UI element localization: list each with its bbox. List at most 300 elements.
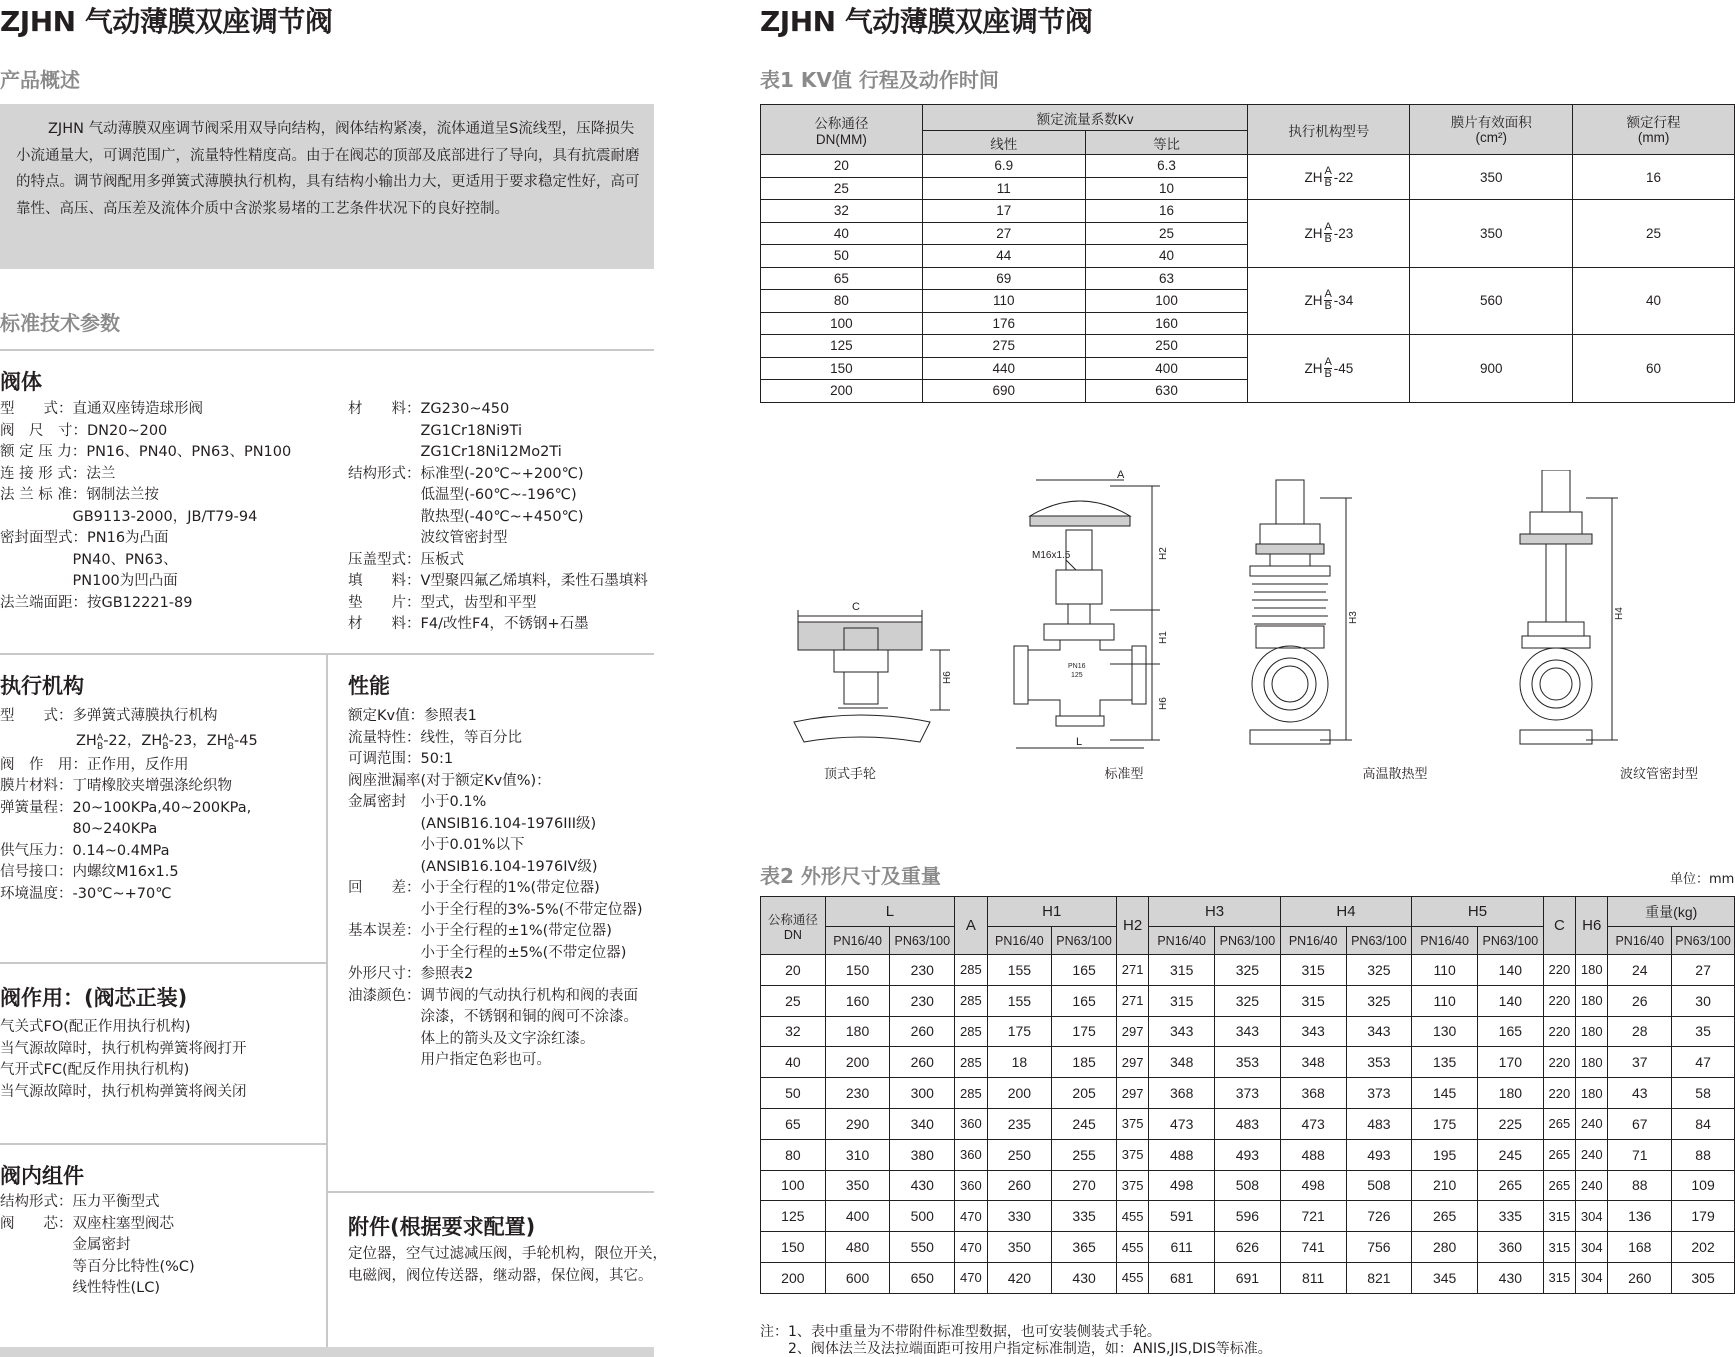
table-cell: 285 — [955, 1078, 987, 1109]
kv-table — [760, 104, 1735, 403]
table-cell: 35 — [1672, 1016, 1735, 1047]
table-cell: 315 — [1280, 955, 1346, 986]
performance-line: 小于全行程的3%-5%(不带定位器) — [348, 901, 643, 918]
high-temp-drawing — [1250, 480, 1359, 744]
dim-subheader: PN16/40 — [987, 927, 1052, 955]
table1-title: 表1 KV值 行程及动作时间 — [760, 68, 999, 92]
actuator-heading: 执行机构 — [0, 674, 84, 698]
column-divider — [326, 654, 328, 1348]
body-param-line: 密封面型式：PN16为凸面 — [0, 530, 169, 546]
overview-heading: 产品概述 — [0, 68, 80, 92]
table-cell: 88 — [1672, 1139, 1735, 1170]
table-row — [761, 335, 1735, 358]
table-cell: 200 — [987, 1078, 1052, 1109]
table-cell: 220 — [1543, 985, 1575, 1016]
table-cell: 240 — [1576, 1170, 1608, 1201]
table-cell: 500 — [890, 1201, 955, 1232]
table-cell: 71 — [1608, 1139, 1672, 1170]
table-row — [761, 1262, 1735, 1293]
table2-title: 表2 外形尺寸及重量 — [760, 864, 941, 888]
body-param-line: 低温型(-60℃~-196℃) — [348, 487, 577, 503]
internals-line: 金属密封 — [0, 1237, 131, 1253]
table-cell: 25 — [761, 177, 923, 200]
divider — [328, 1191, 654, 1193]
body-param-line: 波纹管密封型 — [348, 530, 508, 546]
table2-unit: 单位：mm — [1670, 872, 1735, 887]
table-cell: 25 — [1085, 222, 1248, 245]
table-cell: 488 — [1280, 1139, 1346, 1170]
table-cell: 473 — [1149, 1108, 1215, 1139]
table-cell: 65 — [761, 267, 923, 290]
table-cell: 32 — [761, 1016, 826, 1047]
table-cell: 220 — [1543, 1016, 1575, 1047]
table-row — [761, 155, 1735, 178]
table-cell: 260 — [1608, 1262, 1672, 1293]
body-param-line: GB9113-2000，JB/T79-94 — [0, 508, 258, 525]
actuator-line: 信号接口：内螺纹M16x1.5 — [0, 864, 179, 880]
performance-line: 额定Kv值：参照表1 — [348, 708, 477, 724]
table-row — [761, 1139, 1735, 1170]
table-cell: 235 — [987, 1108, 1052, 1139]
table-cell: 343 — [1149, 1016, 1215, 1047]
performance-line: 金属密封 小于0.1% — [348, 794, 487, 810]
body-param-line: PN100为凹凸面 — [0, 573, 178, 589]
table-cell: 100 — [1085, 290, 1248, 313]
table-cell: 315 — [1149, 955, 1215, 986]
table-cell: 130 — [1412, 1016, 1478, 1047]
table-cell: 690 — [922, 380, 1085, 403]
stroke-cell: 25 — [1573, 200, 1735, 268]
performance-line: 用户指定色彩也可。 — [348, 1052, 551, 1068]
body-param-line: 填 料：V型聚四氟乙烯填料，柔性石墨填料 — [348, 573, 648, 589]
table-cell: 335 — [1052, 1201, 1117, 1232]
body-param-line: 压盖型式：压板式 — [348, 551, 464, 568]
table-cell: 315 — [1543, 1201, 1575, 1232]
table-cell: 28 — [1608, 1016, 1672, 1047]
area-cell: 350 — [1410, 200, 1573, 268]
table-cell: 265 — [1543, 1139, 1575, 1170]
caption-handwheel: 顶式手轮 — [823, 767, 876, 782]
overview-box — [0, 104, 654, 269]
table-cell: 63 — [1085, 267, 1248, 290]
table-cell: 304 — [1576, 1232, 1608, 1263]
table-cell: 270 — [1052, 1170, 1117, 1201]
table-cell: 27 — [922, 222, 1085, 245]
table-cell: 168 — [1608, 1232, 1672, 1263]
action-line: 气开式FC(配反作用执行机构) — [0, 1062, 190, 1078]
table-cell: 185 — [1052, 1047, 1117, 1078]
caption-bellows: 波纹管密封型 — [1619, 767, 1698, 782]
body-param-line: 阀 尺 寸：DN20~200 — [0, 422, 168, 439]
table-cell: 373 — [1346, 1078, 1412, 1109]
actuator-line: 膜片材料：丁晴橡胶夹增强涤纶织物 — [0, 778, 232, 794]
dim-header-h2: H2 — [1116, 897, 1148, 955]
table-cell: 240 — [1576, 1139, 1608, 1170]
body-param-line: ZG1Cr18Ni12Mo2Ti — [348, 444, 562, 460]
table-cell: 596 — [1215, 1201, 1281, 1232]
dim-header-a: A — [955, 897, 987, 955]
table-cell: 325 — [1346, 955, 1412, 986]
dim-subheader: PN16/40 — [825, 927, 890, 955]
performance-line: (ANSIB16.104-1976IV级) — [348, 858, 598, 875]
table-cell: 205 — [1052, 1078, 1117, 1109]
dim-h1-label: H1 — [1158, 631, 1169, 644]
actuator-line: 弹簧量程：20~100KPa,40~200KPa, — [0, 799, 252, 816]
table-row — [761, 200, 1735, 223]
dim-subheader: PN16/40 — [1149, 927, 1215, 955]
body-param-line: 散热型(-40℃~+450℃) — [348, 508, 584, 525]
table-cell: 210 — [1412, 1170, 1478, 1201]
table-cell: 245 — [1477, 1139, 1543, 1170]
pn-label: PN16 — [1068, 663, 1086, 670]
table-cell: 250 — [1085, 335, 1248, 358]
table-cell: 591 — [1149, 1201, 1215, 1232]
actuator-model-cell: ZH A B -34 — [1248, 267, 1410, 335]
handwheel-drawing — [794, 601, 953, 742]
table-cell: 455 — [1116, 1232, 1148, 1263]
table-cell: 611 — [1149, 1232, 1215, 1263]
table-row — [761, 1047, 1735, 1078]
table-cell: 368 — [1149, 1078, 1215, 1109]
table-cell: 37 — [1608, 1047, 1672, 1078]
table-cell: 40 — [1085, 245, 1248, 268]
table-cell: 140 — [1477, 985, 1543, 1016]
body-heading: 阀体 — [0, 370, 42, 394]
table-cell: 260 — [987, 1170, 1052, 1201]
dim-header-c: C — [1543, 897, 1575, 955]
table-row — [761, 267, 1735, 290]
dim-header-h3: H3 — [1149, 897, 1280, 927]
performance-line: 外形尺寸：参照表2 — [348, 966, 474, 982]
accessory-line: 定位器，空气过滤减压阀，手轮机构，限位开关， — [348, 1246, 667, 1262]
dim-subheader: PN63/100 — [1477, 927, 1543, 955]
dimension-table — [760, 896, 1735, 1294]
body-params-col2 — [348, 399, 648, 636]
table-cell: 353 — [1346, 1047, 1412, 1078]
stroke-cell: 16 — [1573, 155, 1735, 200]
dim-header-h5: H5 — [1412, 897, 1543, 927]
table-cell: 260 — [890, 1016, 955, 1047]
table-cell: 343 — [1215, 1016, 1281, 1047]
table-cell: 155 — [987, 955, 1052, 986]
table-cell: 345 — [1412, 1262, 1478, 1293]
table-cell: 27 — [1672, 955, 1735, 986]
table-cell: 230 — [890, 955, 955, 986]
table-cell: 255 — [1052, 1139, 1117, 1170]
kv-header-stroke: 额定行程 (mm) — [1573, 105, 1735, 155]
table-cell: 470 — [955, 1232, 987, 1263]
performance-line: 可调范围：50:1 — [348, 751, 454, 767]
stroke-cell: 40 — [1573, 267, 1735, 335]
table-cell: 315 — [1280, 985, 1346, 1016]
pn-size-label: 125 — [1071, 672, 1083, 679]
performance-line: 体上的箭头及文字涂红漆。 — [348, 1030, 595, 1047]
kv-header-kv: 额定流量系数Kv — [922, 105, 1248, 131]
table-cell: 180 — [1576, 955, 1608, 986]
table-cell: 375 — [1116, 1170, 1148, 1201]
table-cell: 6.9 — [922, 155, 1085, 178]
actuator-model: $ZH^A_B-23$， — [141, 732, 207, 753]
table-cell: 88 — [1608, 1170, 1672, 1201]
table-cell: 348 — [1149, 1047, 1215, 1078]
table-cell: 20 — [761, 155, 923, 178]
table-cell: 67 — [1608, 1108, 1672, 1139]
table-cell: 811 — [1280, 1262, 1346, 1293]
body-param-line: 材 料：F4/改性F4，不锈钢+石墨 — [348, 616, 589, 632]
table-cell: 600 — [825, 1262, 890, 1293]
table-cell: 650 — [890, 1262, 955, 1293]
table-cell: 43 — [1608, 1078, 1672, 1109]
actuator-model: $ZH^A_B-22$， — [76, 732, 142, 753]
table-cell: 681 — [1149, 1262, 1215, 1293]
table-row — [761, 1078, 1735, 1109]
table-cell: 200 — [761, 380, 923, 403]
table-cell: 821 — [1346, 1262, 1412, 1293]
table-cell: 483 — [1346, 1108, 1412, 1139]
actuator-model-cell: ZH A B -22 — [1248, 155, 1410, 200]
table-cell: 220 — [1543, 1047, 1575, 1078]
table-cell: 26 — [1608, 985, 1672, 1016]
bellows-drawing — [1520, 470, 1625, 744]
actuator-line: 阀 作 用：正作用，反作用 — [0, 756, 189, 773]
table-cell: 330 — [987, 1201, 1052, 1232]
table-cell: 20 — [761, 955, 826, 986]
table-cell: 285 — [955, 1047, 987, 1078]
body-param-line: 结构形式：标准型(-20℃~+200℃) — [348, 465, 584, 482]
table-row — [761, 1108, 1735, 1139]
dim-h6-label: H6 — [942, 671, 953, 684]
table-cell: 110 — [922, 290, 1085, 313]
table-cell: 375 — [1116, 1108, 1148, 1139]
caption-standard: 标准型 — [1104, 767, 1144, 782]
table-cell: 44 — [922, 245, 1085, 268]
table-cell: 155 — [987, 985, 1052, 1016]
table-cell: 179 — [1672, 1201, 1735, 1232]
table-cell: 180 — [825, 1016, 890, 1047]
table-cell: 375 — [1116, 1139, 1148, 1170]
table-cell: 470 — [955, 1201, 987, 1232]
dim-subheader: PN16/40 — [1280, 927, 1346, 955]
table-cell: 58 — [1672, 1078, 1735, 1109]
table-cell: 350 — [987, 1232, 1052, 1263]
table-cell: 488 — [1149, 1139, 1215, 1170]
table-cell: 360 — [955, 1108, 987, 1139]
table-cell: 230 — [825, 1078, 890, 1109]
table-cell: 360 — [955, 1139, 987, 1170]
caption-high-temp: 高温散热型 — [1362, 767, 1428, 782]
table-cell: 110 — [1412, 985, 1478, 1016]
table-cell: 373 — [1215, 1078, 1281, 1109]
dim-h2-label: H2 — [1158, 547, 1169, 560]
table-cell: 100 — [761, 312, 923, 335]
body-param-line: 法 兰 标 准：钢制法兰按 — [0, 487, 159, 503]
table-cell: 165 — [1477, 1016, 1543, 1047]
table-cell: 300 — [890, 1078, 955, 1109]
action-line: 当气源故障时，执行机构弹簧将阀关闭 — [0, 1083, 247, 1100]
table-cell: 195 — [1412, 1139, 1478, 1170]
table-cell: 400 — [825, 1201, 890, 1232]
body-param-line: 额 定 压 力：PN16、PN40、PN63、PN100 — [0, 444, 292, 460]
action-heading: 阀作用：(阀芯正装) — [0, 986, 188, 1010]
table-row — [761, 1016, 1735, 1047]
kv-header-area: 膜片有效面积 (cm²) — [1410, 105, 1573, 155]
table-cell: 30 — [1672, 985, 1735, 1016]
table-cell: 343 — [1346, 1016, 1412, 1047]
body-param-line: 垫 片：型式，齿型和平型 — [348, 594, 537, 611]
performance-line: 基本误差：小于全行程的±1%(带定位器) — [348, 923, 612, 939]
table-cell: 245 — [1052, 1108, 1117, 1139]
table-cell: 310 — [825, 1139, 890, 1170]
table-cell: 430 — [1052, 1262, 1117, 1293]
table-cell: 145 — [1412, 1078, 1478, 1109]
body-param-line: 型 式：直通双座铸造球形阀 — [0, 401, 203, 417]
action-line: 当气源故障时，执行机构弹簧将阀打开 — [0, 1040, 247, 1057]
kv-header-linear: 线性 — [922, 131, 1085, 155]
kv-header-dn: 公称通径 DN(MM) — [761, 105, 923, 155]
table-cell: 473 — [1280, 1108, 1346, 1139]
dim-subheader: PN63/100 — [1052, 927, 1117, 955]
table-cell: 271 — [1116, 985, 1148, 1016]
table-cell: 275 — [922, 335, 1085, 358]
table-cell: 176 — [922, 312, 1085, 335]
table-cell: 325 — [1215, 955, 1281, 986]
table-cell: 304 — [1576, 1262, 1608, 1293]
performance-line: 油漆颜色：调节阀的气动执行机构和阀的表面 — [348, 987, 638, 1004]
action-line: 气关式FO(配正作用执行机构) — [0, 1019, 191, 1035]
divider — [0, 962, 326, 964]
table-cell: 325 — [1215, 985, 1281, 1016]
table-cell: 360 — [1477, 1232, 1543, 1263]
dim-header-h4: H4 — [1280, 897, 1411, 927]
note-2: 2、阀体法兰及法拉端面距可按用户指定标准制造，如：ANIS,JIS,DIS等标准。 — [760, 1341, 1272, 1357]
performance-line: 回 差：小于全行程的1%(带定位器) — [348, 880, 600, 896]
dim-header-weight: 重量(kg) — [1608, 897, 1735, 927]
table-cell: 353 — [1215, 1047, 1281, 1078]
table-cell: 455 — [1116, 1262, 1148, 1293]
divider — [0, 349, 654, 351]
table-cell: 380 — [890, 1139, 955, 1170]
dim-subheader: PN16/40 — [1608, 927, 1672, 955]
table-cell: 305 — [1672, 1262, 1735, 1293]
table-cell: 297 — [1116, 1047, 1148, 1078]
table-cell: 175 — [987, 1016, 1052, 1047]
table-cell: 315 — [1543, 1232, 1575, 1263]
table-cell: 230 — [890, 985, 955, 1016]
kv-header-actuator: 执行机构型号 — [1248, 105, 1410, 155]
table-cell: 691 — [1215, 1262, 1281, 1293]
m16-label: M16x1.5 — [1032, 550, 1071, 561]
table-cell: 165 — [1052, 955, 1117, 986]
table-cell: 200 — [825, 1047, 890, 1078]
table-cell: 202 — [1672, 1232, 1735, 1263]
internals-params — [0, 1192, 195, 1300]
table-cell: 483 — [1215, 1108, 1281, 1139]
table-cell: 180 — [1576, 1047, 1608, 1078]
internals-line: 结构形式：压力平衡型式 — [0, 1194, 160, 1210]
table-cell: 315 — [1543, 1262, 1575, 1293]
table-cell: 32 — [761, 200, 923, 223]
body-param-line: ZG1Cr18Ni9Ti — [348, 422, 522, 439]
overview-text: ZJHN 气动薄膜双座调节阀采用双导向结构，阀体结构紧凑，流体通道呈S流线型，压降损失小流通量大，可调范围广，流量特性精度高。由于在阀芯的顶部及底部进行了导向，具有抗震耐磨的特点。调节阀配用多弹簧式薄膜执行机构，具有结构小输出力大，更适用于要求稳定性好，高可靠性、高压、高压差及流体介质中含淤浆易堵的工艺条件状况下的良好控制。 — [16, 121, 640, 217]
table-cell: 756 — [1346, 1232, 1412, 1263]
dim-subheader: PN16/40 — [1412, 927, 1478, 955]
right-page-title: ZJHN 气动薄膜双座调节阀 — [760, 5, 1093, 38]
table-cell: 297 — [1116, 1016, 1148, 1047]
table-cell: 297 — [1116, 1078, 1148, 1109]
table-cell: 50 — [761, 1078, 826, 1109]
table-cell: 348 — [1280, 1047, 1346, 1078]
performance-heading: 性能 — [348, 674, 390, 698]
internals-heading: 阀内组件 — [0, 1164, 84, 1188]
dim-h3-label: H3 — [1348, 611, 1359, 624]
table-cell: 160 — [1085, 312, 1248, 335]
table-cell: 136 — [1608, 1201, 1672, 1232]
dim-subheader: PN63/100 — [1215, 927, 1281, 955]
table-cell: 135 — [1412, 1047, 1478, 1078]
table-cell: 80 — [761, 290, 923, 313]
table-cell: 40 — [761, 222, 923, 245]
table-cell: 125 — [761, 335, 923, 358]
table-cell: 498 — [1149, 1170, 1215, 1201]
params-heading: 标准技术参数 — [0, 311, 120, 335]
table-cell: 480 — [825, 1232, 890, 1263]
note-1: 注：1、表中重量为不带附件标准型数据，也可安装侧装式手轮。 — [760, 1324, 1161, 1340]
performance-line: 流量特性：线性，等百分比 — [348, 729, 522, 746]
divider — [0, 1143, 326, 1145]
table-cell: 180 — [1576, 985, 1608, 1016]
table-cell: 430 — [1477, 1262, 1543, 1293]
table-cell: 65 — [761, 1108, 826, 1139]
table-cell: 180 — [1477, 1078, 1543, 1109]
table-cell: 24 — [1608, 955, 1672, 986]
dim-c-label: C — [852, 601, 860, 613]
table-cell: 240 — [1576, 1108, 1608, 1139]
table-cell: 285 — [955, 985, 987, 1016]
table-cell: 325 — [1346, 985, 1412, 1016]
table-cell: 360 — [955, 1170, 987, 1201]
table-cell: 260 — [890, 1047, 955, 1078]
table-cell: 109 — [1672, 1170, 1735, 1201]
table-cell: 150 — [761, 1232, 826, 1263]
stroke-cell: 60 — [1573, 335, 1735, 403]
table-cell: 508 — [1346, 1170, 1412, 1201]
table-cell: 493 — [1346, 1139, 1412, 1170]
table-cell: 200 — [761, 1262, 826, 1293]
table-row — [761, 985, 1735, 1016]
table-row — [761, 1232, 1735, 1263]
actuator-models — [0, 728, 258, 755]
table-cell: 47 — [1672, 1047, 1735, 1078]
table-cell: 150 — [761, 357, 923, 380]
table-cell: 6.3 — [1085, 155, 1248, 178]
table-cell: 508 — [1215, 1170, 1281, 1201]
table-cell: 455 — [1116, 1201, 1148, 1232]
dim-subheader: PN63/100 — [1672, 927, 1735, 955]
performance-line: 小于全行程的±5%(不带定位器) — [348, 944, 627, 961]
table-cell: 175 — [1412, 1108, 1478, 1139]
table-cell: 470 — [955, 1262, 987, 1293]
table-cell: 17 — [922, 200, 1085, 223]
table-cell: 365 — [1052, 1232, 1117, 1263]
table-row — [761, 955, 1735, 986]
body-params-col1 — [0, 399, 291, 614]
table-row — [761, 1201, 1735, 1232]
accessory-heading: 附件(根据要求配置) — [348, 1215, 536, 1239]
table-cell: 498 — [1280, 1170, 1346, 1201]
body-param-line: 法兰端面距：按GB12221-89 — [0, 594, 193, 611]
internals-line: 等百分比特性(%C) — [0, 1258, 195, 1275]
table-cell: 100 — [761, 1170, 826, 1201]
